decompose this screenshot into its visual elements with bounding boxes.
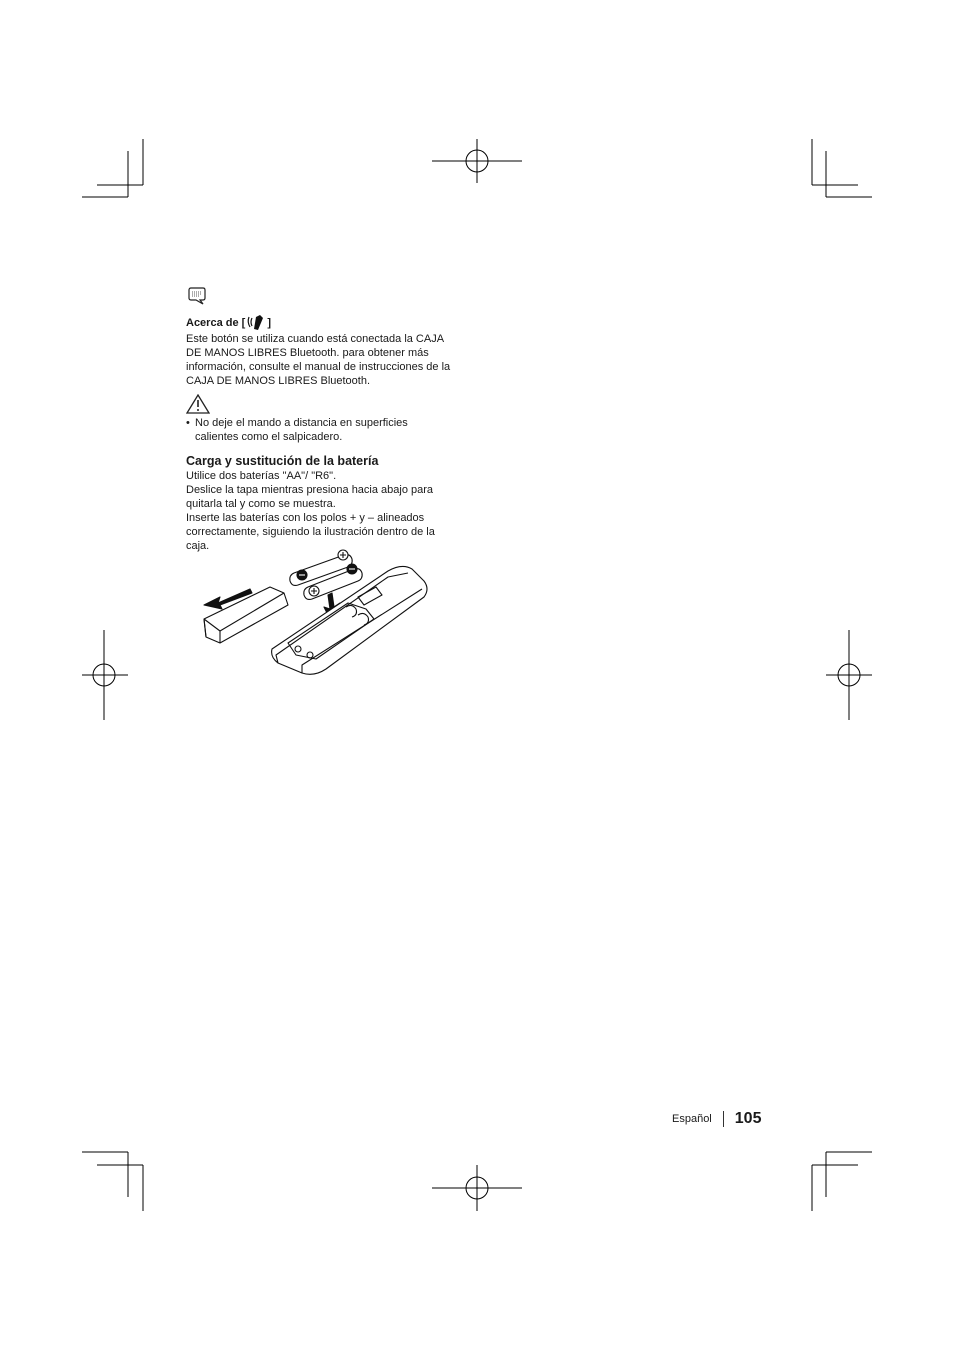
note-line: DE MANOS LIBRES Bluetooth. para obtener más — [186, 347, 429, 359]
footer-divider — [723, 1111, 724, 1127]
battery-line: caja. — [186, 540, 210, 552]
note-line: información, consulte el manual de instrucciones de la — [186, 361, 451, 373]
footer-language: Español — [672, 1113, 712, 1125]
page-footer — [672, 1110, 761, 1128]
battery-instructions — [186, 469, 466, 553]
phone-handsfree-icon — [246, 314, 266, 332]
battery-line: correctamente, siguiendo la ilustración dentro de la — [186, 526, 435, 538]
note-heading-suffix: ] — [267, 317, 271, 329]
battery-line: Utilice dos baterías "AA"/ "R6". — [186, 470, 337, 482]
warning-triangle-icon — [186, 394, 210, 414]
note-line: CAJA DE MANOS LIBRES Bluetooth. — [186, 375, 371, 387]
battery-replacement-illustration — [198, 545, 434, 681]
section-title: Carga y sustitución de la batería — [186, 454, 379, 468]
warning-line: calientes como el salpicadero. — [195, 431, 343, 443]
page-number: 105 — [734, 1110, 762, 1127]
main-content — [186, 286, 466, 553]
battery-line: quitarla tal y como se muestra. — [186, 498, 336, 510]
note-heading — [186, 314, 466, 332]
note-text — [186, 332, 466, 388]
warning-line: No deje el mando a distancia en superficies — [195, 417, 408, 429]
note-line: Este botón se utiliza cuando está conectada la CAJA — [186, 333, 445, 345]
warning-item — [186, 416, 466, 444]
battery-line: Inserte las baterías con los polos + y – alineados — [186, 512, 425, 524]
warning-text — [195, 416, 408, 444]
battery-line: Deslice la tapa mientras presiona hacia abajo para — [186, 484, 434, 496]
note-heading-prefix: Acerca de [ — [186, 317, 246, 329]
note-icon — [186, 286, 208, 306]
bullet: • — [186, 417, 190, 429]
